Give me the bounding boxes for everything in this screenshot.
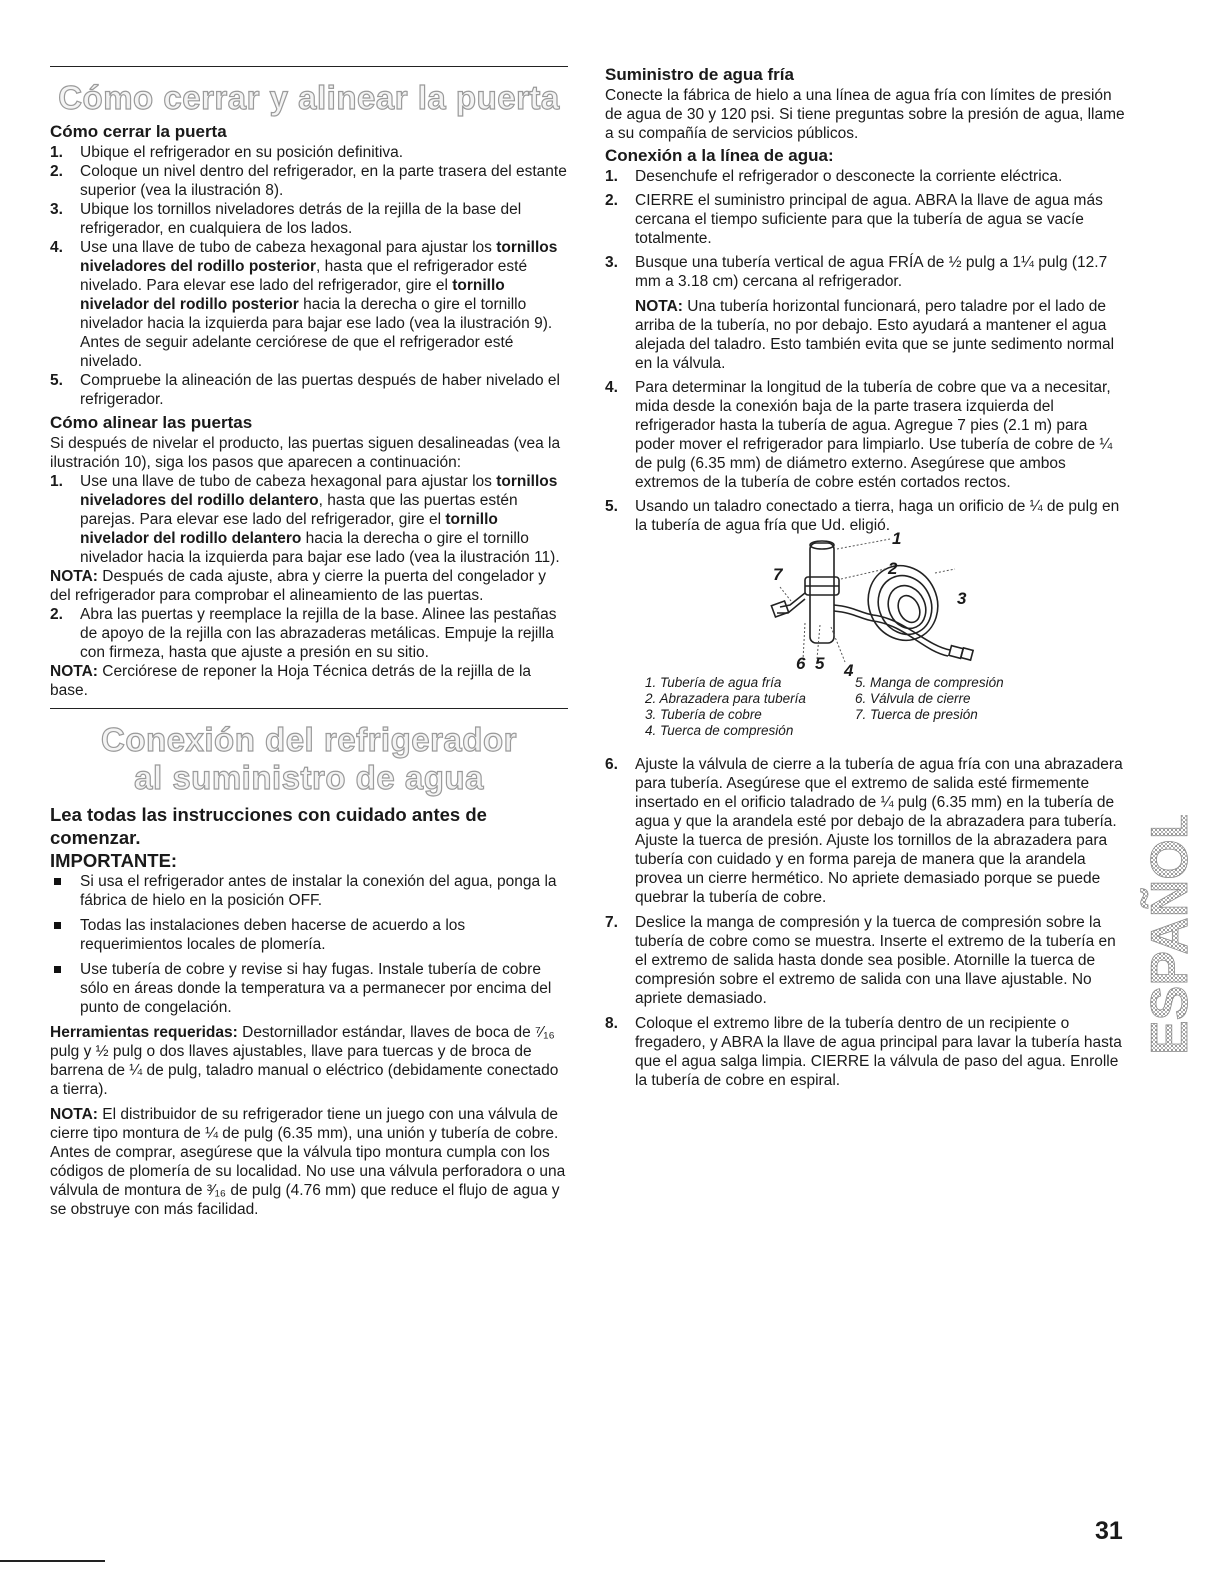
list-item: 3. Busque una tubería vertical de agua FRÍA de ½ pulg a 1¼ pulg (12.7 mm a 3.18 cm) cercana al refrigerador. NOTA: Una tubería horizontal funcionará, pero taladre por el lado de arriba de la tubería, no por debajo. Esto ayudará a mantener el agua alejada del taladro. Esto también evita que se junte sedimento normal en la válvula. (605, 253, 1125, 373)
heading-important: IMPORTANTE: (50, 850, 178, 871)
list-item: 5. Usando un taladro conectado a tierra, haga un orificio de ¼ de pulg en la tubería de agua fría que Ud. eligió. (605, 498, 1120, 534)
callout-5: 5 (815, 654, 825, 673)
side-tab-label: ESPAÑOL (1141, 815, 1199, 1055)
list-item: 2. CIERRE el suministro principal de agua. ABRA la llave de agua más cercana el tiempo suficiente para que la tubería de agua se vacíe totalmente. (605, 192, 1103, 247)
note-tech-sheet: NOTA: Cerciórese de reponer la Hoja Técnica detrás de la rejilla de la base. (50, 663, 532, 699)
connection-steps-a (605, 167, 1125, 535)
list-item: 6. Ajuste la válvula de cierre a la tubería de agua fría con una abrazadera para tubería. Asegúrese que el extremo de salida esté firmemente insertado en el orificio taladrado de ¼ pulg (6.35 mm) en la tubería de agua y que la arandela esté por debajo de la abrazadera para tubería. Ajuste la tuerca de presión. Ajuste los tornillos de la abrazadera para tubería con cuidado y en forma pareja de manera que la arandela provea un cierre hermético. No apriete demasiado porque se puede quebrar la tubería de cobre. (605, 756, 1123, 906)
heading-close-door: Cómo cerrar la puerta (50, 122, 227, 141)
list-item: 1. Ubique el refrigerador en su posición definitiva. (50, 144, 404, 161)
right-column (605, 0, 1125, 1090)
list-item: 1. Desenchufe el refrigerador o desconecte la corriente eléctrica. (605, 168, 1063, 185)
cold-water-text: Conecte la fábrica de hielo a una línea de agua fría con límites de presión de agua de 30 y 120 psi. Si tiene preguntas sobre la presión de agua, llame a su compañía de servicios públicos. (605, 87, 1125, 142)
valve-illustration (605, 535, 1125, 675)
bullet-icon (54, 878, 61, 885)
section-title-water-line-2: al suministro de agua (134, 759, 484, 796)
list-item: 2. Abra las puertas y reemplace la rejilla de la base. Alinee las pestañas de apoyo de la rejilla con las abrazaderas metálicas. Empuje la rejilla con firmeza, hasta que ajuste a presión en su sitio. (50, 606, 557, 661)
bottom-rule (0, 1560, 105, 1562)
language-side-tab (1135, 815, 1205, 1060)
legend-item: 1. Tubería de agua fría (645, 675, 782, 690)
list-item: 3. Ubique los tornillos niveladores detrás de la rejilla de la base del refrigerador, en cualquiera de los lados. (50, 201, 522, 237)
note-adjust: NOTA: Después de cada ajuste, abra y cierre la puerta del congelador y del refrigerador para comprobar el alineamiento de las puertas. (50, 568, 546, 604)
list-item: 4. Use una llave de tubo de cabeza hexagonal para ajustar los tornillos niveladores del rodillo posterior, hasta que el refrigerador esté nivelado. Para elevar ese lado del refrigerador, gire el tornillo nivelador del rodillo posterior hacia la derecha o gire el tornillo nivelador hacia la izquierda para bajar ese lado (vea la ilustración 9). Antes de seguir adelante cerciórese de que el refrigerador esté nivelado. (50, 239, 558, 370)
legend-item: 5. Manga de compresión (855, 675, 1004, 690)
list-item: Todas las instalaciones deben hacerse de acuerdo a los requerimientos locales de plomería. (50, 916, 568, 954)
legend-item: 2. Abrazadera para tubería (645, 691, 806, 706)
bullet-icon (54, 966, 61, 973)
page-number: 31 (1095, 1517, 1123, 1545)
list-item: 8. Coloque el extremo libre de la tubería dentro de un recipiente o fregadero, y ABRA la llave de agua principal para lavar la tubería hasta que el agua salga limpia. CIERRE la válvula de paso del agua. Enrolle la tubería de cobre en espiral. (605, 1015, 1122, 1089)
section-title-water-line-1: Conexión del refrigerador (101, 721, 517, 758)
legend-item: 4. Tuerca de compresión (645, 723, 794, 738)
list-item: 1. Use una llave de tubo de cabeza hexagonal para ajustar los tornillos niveladores del rodillo delantero, hasta que las puertas estén parejas. Para elevar ese lado del refrigerador, gire el tornillo nivelador del rodillo delantero hacia la derecha o gire el tornillo nivelador hacia la izquierda para bajar ese lado (vea la ilustración 11). (50, 473, 560, 566)
important-bullets (50, 872, 568, 1017)
list-item: 4. Para determinar la longitud de la tubería de cobre que va a necesitar, mida desde la conexión baja de la parte trasera izquierda del refrigerador hasta la tubería de agua. Agregue 7 pies (2.1 m) para poder mover el refrigerador para limpiarlo. Use tubería de cobre de ¼ de pulg (6.35 mm) de diámetro externo. Asegúrese que ambos extremos de la tubería de cobre estén cortados rectos. (605, 379, 1113, 491)
heading-connection: Conexión a la línea de agua: (605, 146, 834, 165)
left-column (50, 0, 568, 1219)
diagram-legend (605, 675, 1125, 739)
note-valve-kit: NOTA: El distribuidor de su refrigerador tiene un juego con una válvula de cierre tipo montura de ¼ de pulg (6.35 mm), una unión y tubería de cobre. Antes de comprar, asegúrese que la válvula tipo montura cumpla con los códigos de plomería de su localidad. No use una válvula perforadora o una válvula de montura de ³⁄₁₆ de pulg (4.76 mm) que reduce el flujo de agua y se obstruye con más facilidad. (50, 1106, 566, 1218)
connection-steps-b (605, 755, 1125, 1090)
tools-required: Herramientas requeridas: Destornillador estándar, llaves de boca de ⁷⁄₁₆ pulg y ½ pulg o dos llaves ajustables, llave para tuercas y de broca de barrena de ¼ de pulg, taladro manual o eléctrico (debidamente conectado a tierra). (50, 1024, 559, 1098)
callout-2: 2 (888, 559, 898, 578)
close-door-steps (50, 143, 568, 409)
callout-6: 6 (796, 654, 806, 673)
callout-4: 4 (844, 661, 854, 680)
list-item: Use tubería de cobre y revise si hay fugas. Instale tubería de cobre sólo en áreas donde la temperatura va a permanecer por encima del punto de congelación. (50, 960, 568, 1017)
callout-3: 3 (957, 589, 967, 608)
note-horizontal-pipe: NOTA: Una tubería horizontal funcionará, pero taladre por el lado de arriba de la tubería, no por debajo. Esto ayudará a mantener el agua alejada del taladro. Esto también evita que se junte sedimento normal en la válvula. (635, 298, 1115, 372)
list-item: 2. Coloque un nivel dentro del refrigerador, en la parte trasera del estante superior (vea la ilustración 8). (50, 163, 567, 199)
legend-item: 6. Válvula de cierre (855, 691, 971, 706)
heading-cold-water: Suministro de agua fría (605, 65, 794, 84)
list-item: 7. Deslice la manga de compresión y la tuerca de compresión sobre la tubería de cobre como se muestra. Inserte el extremo de la tubería en el extremo de salida hasta donde sea posible. Atornille la tuerca de compresión sobre el extremo de salida con una llave ajustable. No apriete demasiado. (605, 914, 1116, 1007)
legend-item: 3. Tubería de cobre (645, 707, 762, 722)
valve-diagram (605, 529, 1125, 680)
list-item: 5. Compruebe la alineación de las puertas después de haber nivelado el refrigerador. (50, 372, 560, 408)
section-title-close-align: Cómo cerrar y alinear la puerta (58, 79, 560, 116)
list-item: Si usa el refrigerador antes de instalar la conexión del agua, ponga la fábrica de hielo en la posición OFF. (50, 872, 568, 910)
callout-7: 7 (773, 565, 783, 584)
heading-read-instructions: Lea todas las instrucciones con cuidado antes de comenzar. (50, 804, 487, 848)
heading-align-doors: Cómo alinear las puertas (50, 413, 253, 432)
bullet-icon (54, 922, 61, 929)
legend-item: 7. Tuerca de presión (855, 707, 978, 722)
callout-1: 1 (892, 529, 902, 548)
align-intro: Si después de nivelar el producto, las puertas siguen desalineadas (vea la ilustración 10), siga los pasos que aparecen a continuación: (50, 435, 561, 471)
